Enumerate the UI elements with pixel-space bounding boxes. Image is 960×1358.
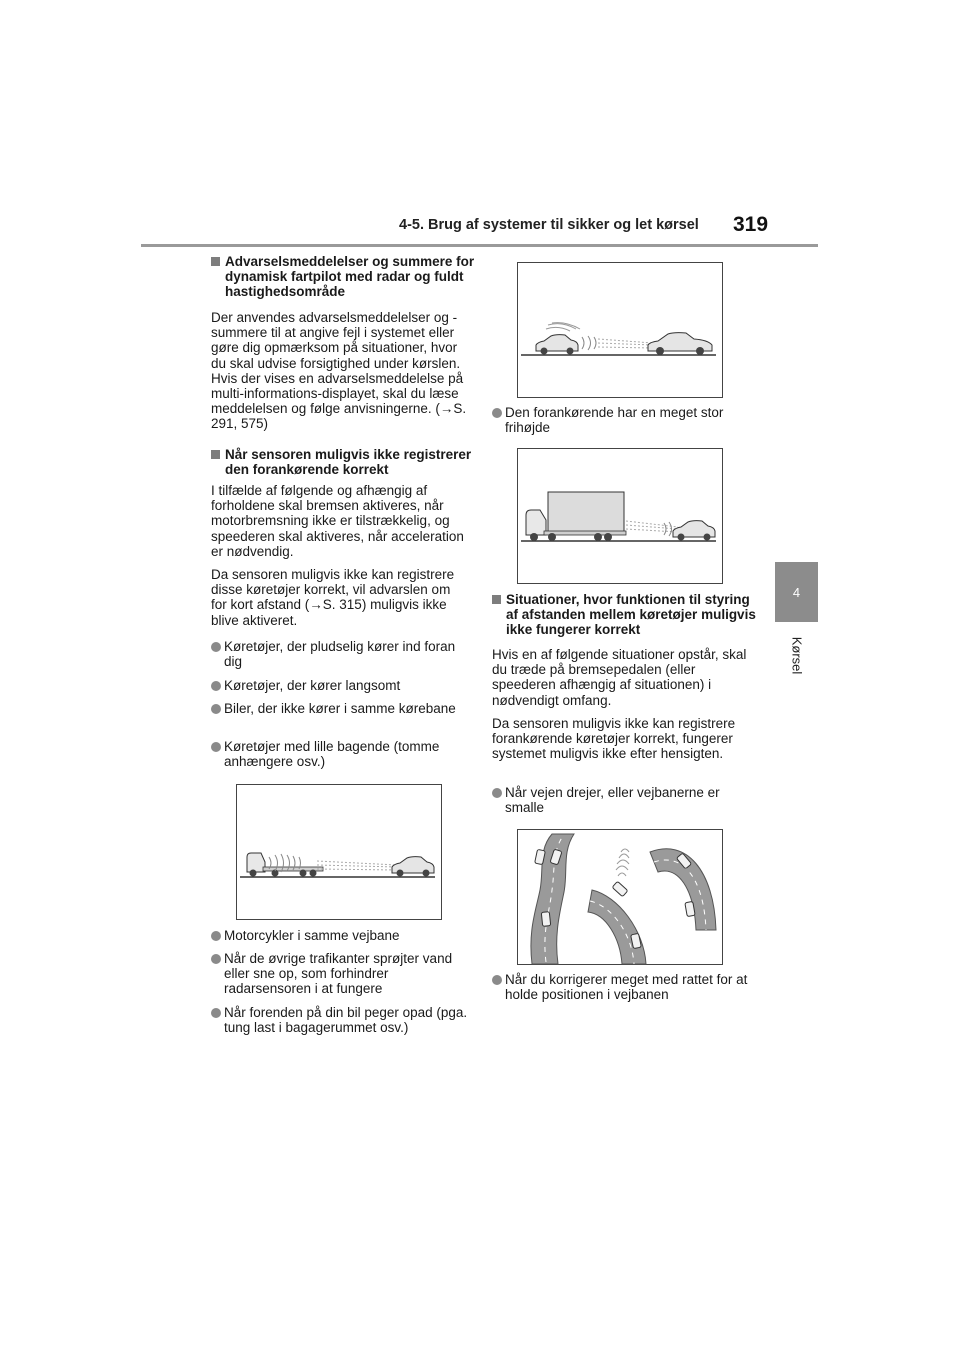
list-item: Når de øvrige trafikanter sprøjter vand eller sne op, som forhindrer radarsensoren i at fungere	[211, 951, 477, 997]
section-title: 4-5. Brug af systemer til sikker og let kørsel	[399, 217, 699, 233]
heading-distance-control: Situationer, hvor funktionen til styring af afstanden mellem køretøjer muligvis ikke fungerer korrekt	[492, 592, 764, 638]
page-number: 319	[733, 213, 769, 236]
chapter-tab	[775, 562, 818, 622]
chapter-number: 4	[792, 584, 801, 600]
illustration-empty-trailer	[236, 784, 442, 920]
list-item: Køretøjer, der kører langsomt	[211, 678, 469, 693]
illustration-curved-roads	[517, 829, 723, 965]
illustration-truck	[517, 448, 723, 584]
list-item: Når forenden på din bil peger opad (pga. tung last i bagagerummet osv.)	[211, 1005, 477, 1035]
list-item: Biler, der ikke kører i samme kørebane	[211, 701, 469, 716]
paragraph-pedal-advice: Hvis en af følgende situationer opstår, skal du træde på bremsepedalen (eller speederen afhængig af situationen) i nødvendigt omfang.	[492, 647, 747, 708]
header-divider	[141, 244, 818, 247]
list-item: Når vejen drejer, eller vejbanerne er smalle	[492, 785, 760, 815]
heading-warning-messages: Advarselsmeddelelser og summere for dynamisk fartpilot med radar og fuldt hastighedsområde	[211, 254, 481, 300]
list-item: Køretøjer, der pludselig kører ind foran dig	[211, 639, 469, 669]
list-item: Motorcykler i samme vejbane	[211, 928, 469, 943]
list-item: Den forankørende har en meget stor frihøjde	[492, 405, 760, 435]
paragraph-system-note: Da sensoren muligvis ikke kan registrere forankørende køretøjer korrekt, fungerer systemet muligvis ikke efter hensigten.	[492, 716, 736, 762]
chapter-label-text: Kørsel	[789, 636, 805, 674]
list-item: Når du korrigerer meget med rattet for at holde positionen i vejbanen	[492, 972, 763, 1002]
paragraph-warning-messages: Der anvendes advarselsmeddelelser og -summere til at angive fejl i systemet eller gøre dig opmærksom på situationer, hvor du skal udvise forsigtighed under kørslen. Hvis der vises en advarselsmeddelelse på multi-informations-displayet, skal du læse meddelelsen og følge anvisningerne. (→S. 291, 575)	[211, 310, 467, 432]
illustration-high-clearance	[517, 262, 723, 398]
chapter-label	[777, 630, 817, 680]
paragraph-brake-info: I tilfælde af følgende og afhængig af forholdene skal bremsen aktiveres, når motorbremsning ikke er tilstrækkelig, og speederen skal aktiveres, når acceleration er nødvendig.	[211, 483, 464, 559]
paragraph-sensor-info: Da sensoren muligvis ikke kan registrere disse køretøjer korrekt, vil advarslen om for kort afstand (→S. 315) muligvis ikke blive aktiveret.	[211, 567, 455, 628]
heading-sensor-detection: Når sensoren muligvis ikke registrerer den forankørende korrekt	[211, 447, 481, 477]
list-item: Køretøjer med lille bagende (tomme anhængere osv.)	[211, 739, 469, 769]
